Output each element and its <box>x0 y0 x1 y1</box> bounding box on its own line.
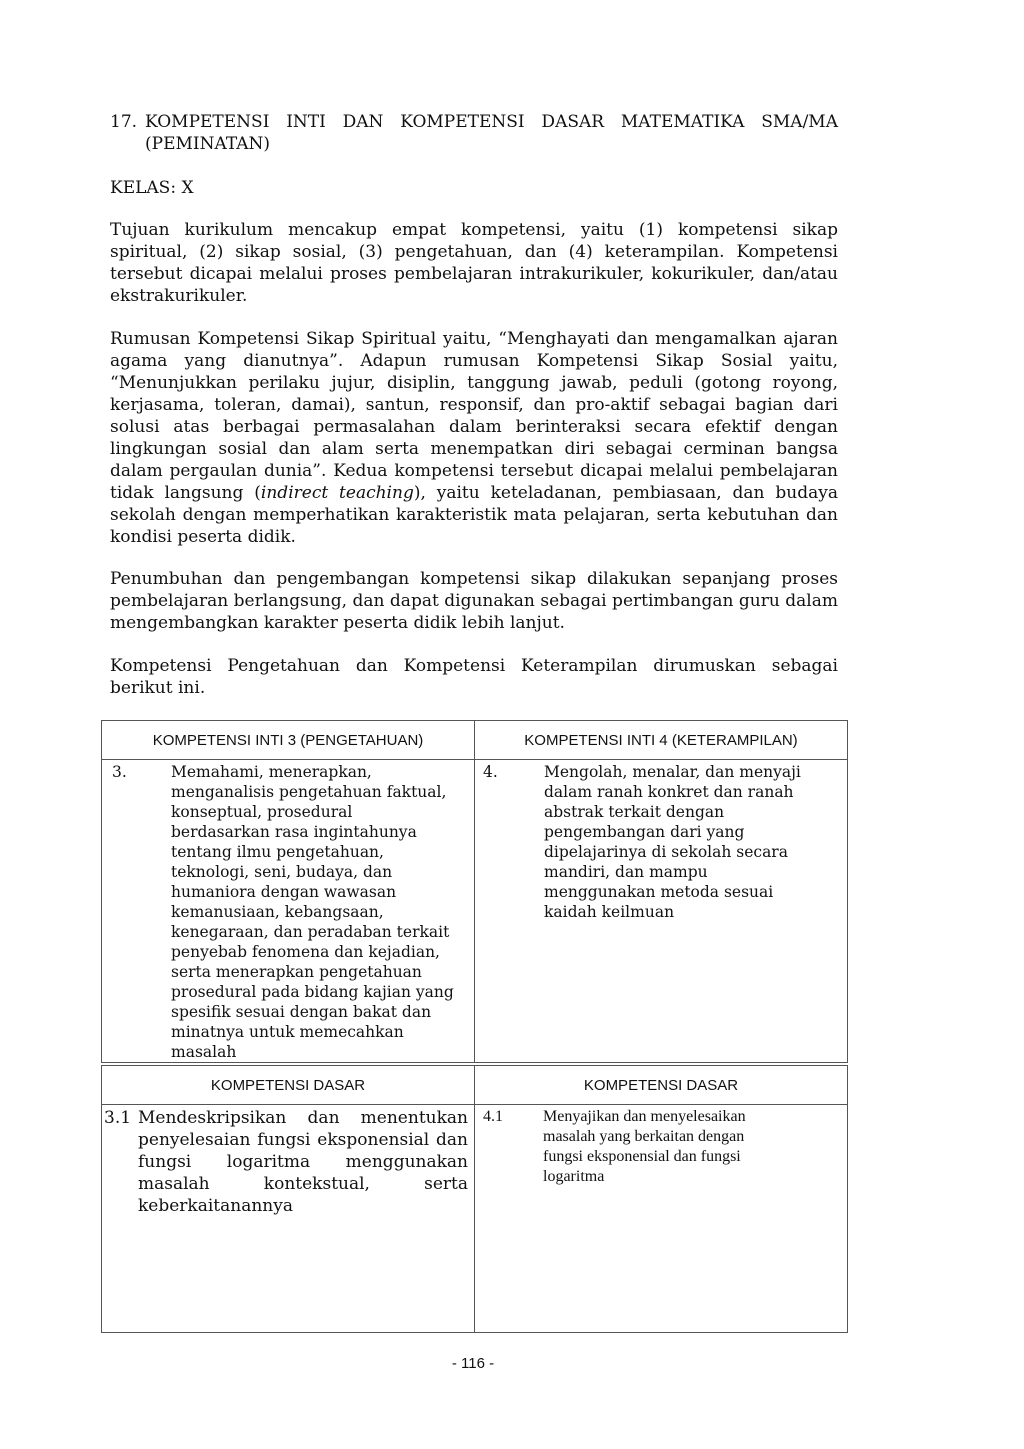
paragraph-text: Rumusan Kompetensi Sikap Spiritual yaitu, “Menghayati dan mengamalkan ajaran agama yang dianutnya”. Adapun rumusan Kompetensi Sikap Sosial yaitu, “Menunjukkan perilaku jujur, disiplin, tanggung jawab, peduli (gotong royong, kerjasama, toleran, damai), santun, responsif, dan pro-aktif sebagai bagian dari solusi atas berbagai permasalahan dalam berinteraksi secara efektif dengan lingkungan sosial dan alam serta menempatkan diri sebagai cerminan bangsa dalam pergaulan dunia”. Kedua kompetensi tersebut dicapai melalui pembelajaran tidak langsung ( <box>110 329 838 503</box>
basic-competence-table <box>101 1065 848 1333</box>
kd-3-1-cell <box>102 1105 475 1333</box>
ki4-text <box>544 762 841 922</box>
core-competence-table <box>101 720 848 1063</box>
text-line: berdasarkan rasa ingintahunya <box>171 823 417 841</box>
text-line: menganalisis pengetahuan faktual, <box>171 783 447 801</box>
text-line: Memahami, menerapkan, <box>171 763 372 781</box>
kd-4-1-cell <box>475 1105 848 1333</box>
paragraph-attitude-competence <box>110 328 838 548</box>
text-line: kaidah keilmuan <box>544 903 675 921</box>
text-line: abstrak terkait dengan <box>544 803 725 821</box>
text-line: kemanusiaan, kebangsaan, <box>171 903 384 921</box>
kd-right-header: KOMPETENSI DASAR <box>475 1066 848 1105</box>
kd-left-header: KOMPETENSI DASAR <box>102 1066 475 1105</box>
text-line: masalah <box>171 1043 237 1061</box>
paragraph-text: ), yaitu keteladanan, pembiasaan, dan budaya sekolah dengan memperhatikan karakteristik mata pelajaran, serta kebutuhan dan kondisi peserta didik. <box>110 483 838 547</box>
section-number: 17. <box>110 112 138 132</box>
kd-3-1-number: 3.1 <box>104 1108 132 1128</box>
text-line: teknologi, seni, budaya, dan <box>171 863 393 881</box>
ki3-number: 3. <box>112 763 127 781</box>
text-line: logaritma <box>543 1168 605 1185</box>
text-line: prosedural pada bidang kajian yang <box>171 983 454 1001</box>
text-line: dalam ranah konkret dan ranah <box>544 783 794 801</box>
ki4-header: KOMPETENSI INTI 4 (KETERAMPILAN) <box>475 721 848 760</box>
ki4-item <box>475 760 847 922</box>
text-line: fungsi eksponensial dan fungsi <box>543 1148 741 1165</box>
ki3-item <box>102 760 474 1062</box>
text-line: Menyajikan dan menyelesaikan <box>543 1108 746 1125</box>
ki4-cell <box>475 760 848 1063</box>
kd-3-1-item <box>102 1105 474 1217</box>
page-number: - 116 - <box>451 1355 495 1372</box>
ki3-cell <box>102 760 475 1063</box>
paragraph-curriculum-goals: Tujuan kurikulum mencakup empat kompetensi, yaitu (1) kompetensi sikap spiritual, (2) sikap sosial, (3) pengetahuan, dan (4) keterampilan. Kompetensi tersebut dicapai melalui proses pembelajaran intrakurikuler, kokurikuler, dan/atau ekstrakurikuler. <box>110 220 838 306</box>
text-line: masalah yang berkaitan dengan <box>543 1128 745 1145</box>
text-line: menggunakan metoda sesuai <box>544 883 774 901</box>
text-line: Mengolah, menalar, dan menyaji <box>544 763 801 781</box>
section-title: KOMPETENSI INTI DAN KOMPETENSI DASAR MATEMATIKA SMA/MA (PEMINATAN) <box>145 112 838 154</box>
text-line: spesifik sesuai dengan bakat dan <box>171 1003 432 1021</box>
text-line: kenegaraan, dan peradaban terkait <box>171 923 450 941</box>
paragraph-intro-table: Kompetensi Pengetahuan dan Kompetensi Keterampilan dirumuskan sebagai berikut ini. <box>110 656 838 698</box>
class-label: KELAS: X <box>110 178 194 198</box>
italic-term: indirect teaching <box>260 483 414 503</box>
text-line: dipelajarinya di sekolah secara <box>544 843 788 861</box>
text-line: mandiri, dan mampu <box>544 863 708 881</box>
ki4-number: 4. <box>483 763 498 781</box>
text-line: konseptual, prosedural <box>171 803 353 821</box>
kd-4-1-item <box>475 1105 847 1187</box>
paragraph-attitude-development: Penumbuhan dan pengembangan kompetensi sikap dilakukan sepanjang proses pembelajaran berlangsung, dan dapat digunakan sebagai pertimbangan guru dalam mengembangkan karakter peserta didik lebih lanjut. <box>110 569 838 633</box>
text-line: pengembangan dari yang <box>544 823 745 841</box>
section-heading <box>110 111 838 155</box>
text-line: penyebab fenomena dan kejadian, <box>171 943 440 961</box>
text-line: serta menerapkan pengetahuan <box>171 963 422 981</box>
kd-3-1-text: Mendeskripsikan dan menentukan penyelesaian fungsi eksponensial dan fungsi logaritma menggunakan masalah kontekstual, serta keberkaitanannya <box>138 1108 468 1216</box>
text-line: minatnya untuk memecahkan <box>171 1023 404 1041</box>
ki3-header: KOMPETENSI INTI 3 (PENGETAHUAN) <box>102 721 475 760</box>
kd-4-1-number: 4.1 <box>483 1108 503 1125</box>
kd-4-1-text <box>543 1107 841 1187</box>
ki3-text <box>171 762 468 1062</box>
text-line: humaniora dengan wawasan <box>171 883 397 901</box>
text-line: tentang ilmu pengetahuan, <box>171 843 384 861</box>
